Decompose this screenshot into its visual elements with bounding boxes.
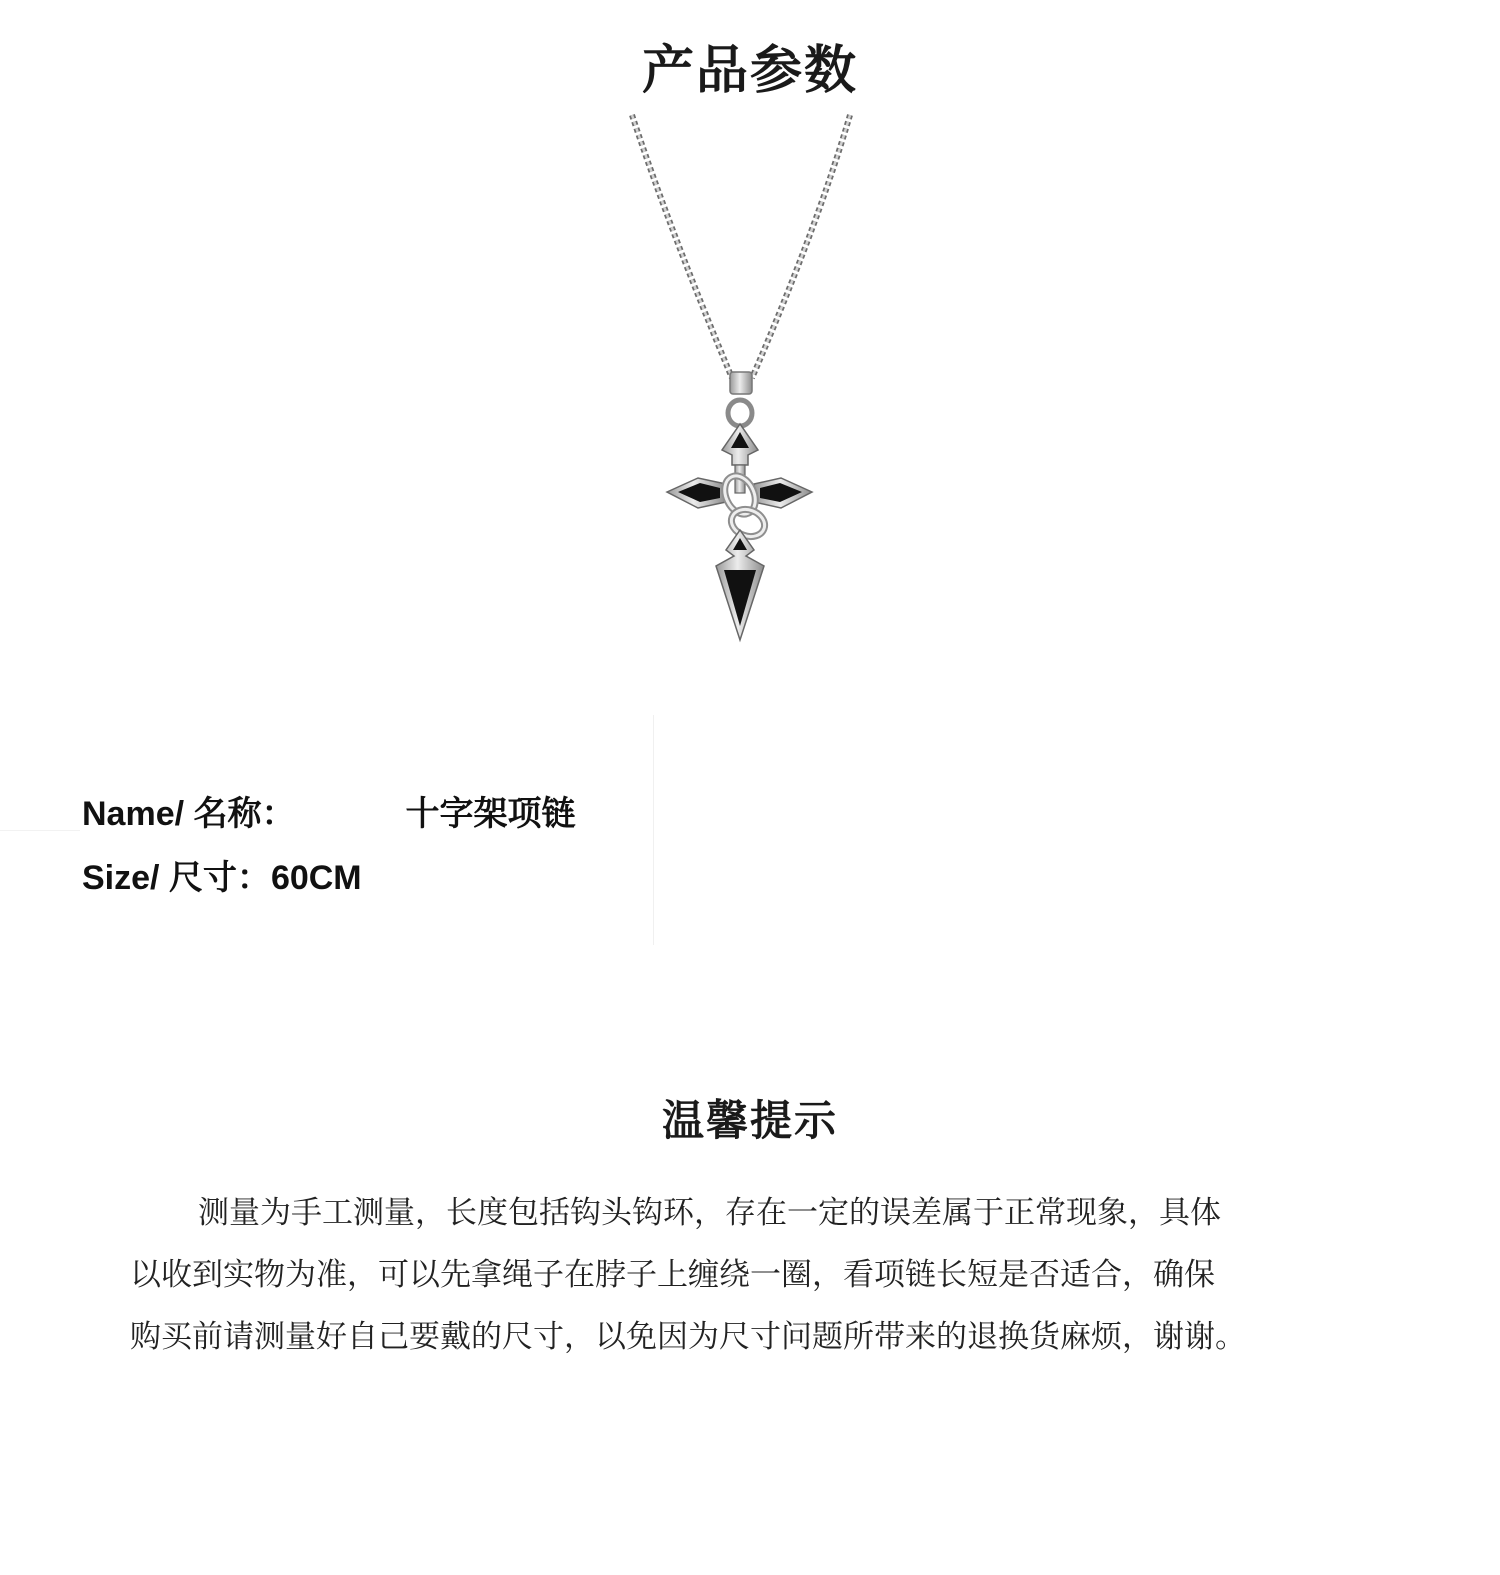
tips-title: 温馨提示 bbox=[661, 1096, 838, 1145]
cross-necklace-icon bbox=[600, 110, 900, 650]
divider bbox=[0, 830, 80, 831]
param-size-label: Size/ 尺寸： bbox=[82, 859, 271, 897]
divider bbox=[653, 715, 654, 945]
bail bbox=[730, 372, 752, 394]
page-title: 产品参数 bbox=[641, 41, 858, 101]
param-name-value: 十字架项链 bbox=[405, 795, 576, 833]
chain bbox=[632, 115, 732, 378]
tips-line: 测量为手工测量，长度包括钩头钩环，存在一定的误差属于正常现象，具体 bbox=[198, 1195, 1221, 1231]
param-name-label: Name/ 名称： bbox=[82, 795, 296, 833]
product-image bbox=[600, 110, 900, 650]
product-params bbox=[82, 790, 576, 918]
tips-text bbox=[130, 1182, 1420, 1368]
tips-line: 购买前请测量好自己要戴的尺寸，以免因为尺寸问题所带来的退换货麻烦，谢谢。 bbox=[130, 1319, 1246, 1355]
param-size-value: 60CM bbox=[270, 859, 362, 897]
param-name-row bbox=[82, 790, 576, 854]
param-size-row bbox=[82, 854, 576, 918]
tips-line: 以收到实物为准，可以先拿绳子在脖子上缠绕一圈，看项链长短是否适合，确保 bbox=[130, 1257, 1215, 1293]
